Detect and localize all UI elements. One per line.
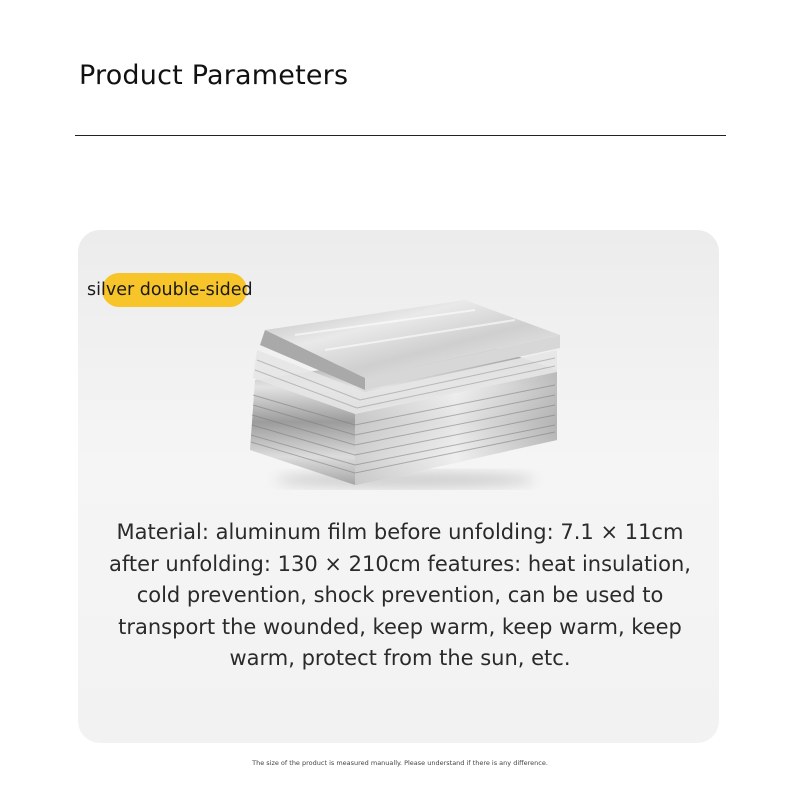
measurement-note: The size of the product is measured manually. Please understand if there is any difference. bbox=[252, 759, 548, 767]
emergency-blanket-image bbox=[235, 290, 565, 490]
variant-label: silver double-sided bbox=[87, 280, 253, 300]
page-title: Product Parameters bbox=[79, 60, 349, 91]
product-description: Material: aluminum film before unfolding: 7.1 × 11cm after unfolding: 130 × 210cm features: heat insulation, cold prevention, shock prevention, can be used to transport the wounded, keep warm, keep warm, keep warm, protect from the sun, etc. bbox=[109, 520, 691, 670]
title-divider bbox=[75, 135, 726, 136]
variant-badge bbox=[87, 273, 253, 307]
